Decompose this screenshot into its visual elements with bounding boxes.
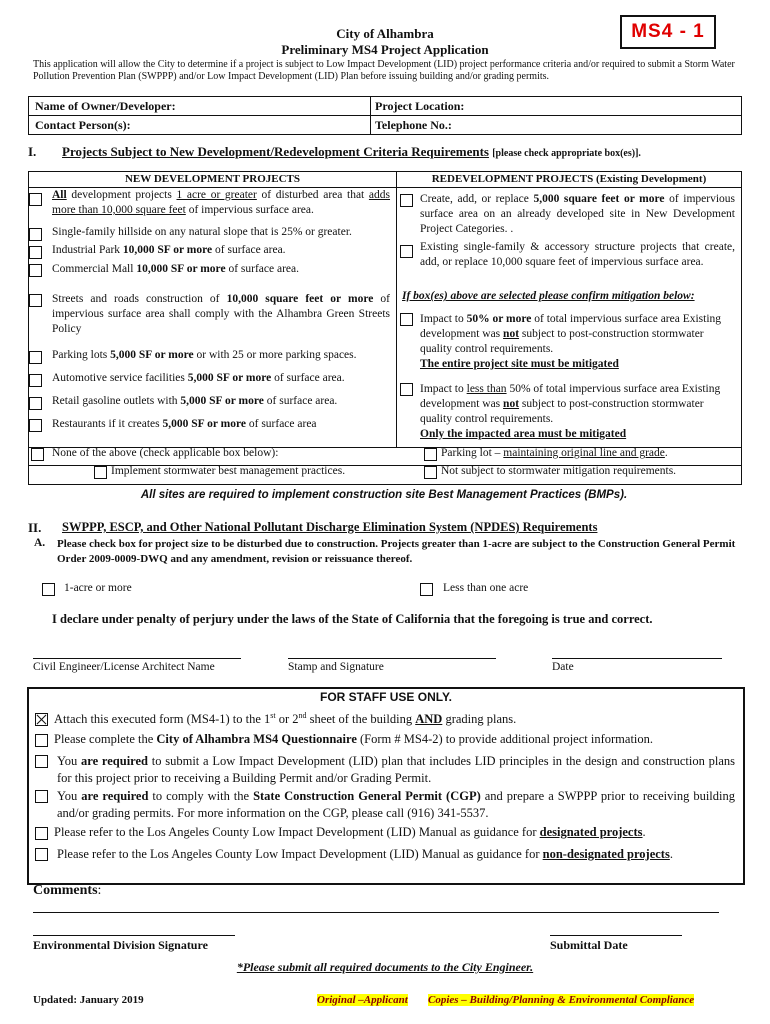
restaurants-text: Restaurants if it creates 5,000 SF or more of surface area bbox=[52, 418, 317, 430]
create-add-replace-checkbox[interactable] bbox=[400, 194, 413, 207]
all-projects-text: All development projects 1 acre or greater of disturbed area that adds more than 10,000 square feet of impervious surface area. bbox=[52, 189, 391, 216]
env-signature-line bbox=[33, 935, 235, 936]
implement-bmp-checkbox[interactable] bbox=[94, 466, 107, 479]
stamp-label: Stamp and Signature bbox=[288, 661, 384, 673]
hillside-text: Single-family hillside on any natural slope that is 25% or greater. bbox=[52, 226, 352, 238]
contact-label: Contact Person(s): bbox=[35, 118, 131, 132]
attach-form-text: Attach this executed form (MS4-1) to the 1st or 2nd sheet of the building AND grading plans. bbox=[54, 711, 517, 727]
attach-form-checkbox[interactable] bbox=[35, 713, 48, 726]
non-designated-text: Please refer to the Los Angeles County Low Impact Development (LID) Manual as guidance for non-designated projects. bbox=[57, 847, 673, 861]
create-add-replace-text: Create, add, or replace 5,000 square feet or more of impervious surface area on an already developed site in New Development Project Categories. . bbox=[420, 193, 735, 235]
bmp-note: All sites are required to implement construction site Best Management Practices (BMPs). bbox=[140, 489, 628, 501]
commercial-text: Commercial Mall 10,000 SF or more of surface area. bbox=[52, 263, 299, 275]
auto-service-text: Automotive service facilities 5,000 SF or more of surface area. bbox=[52, 372, 345, 384]
less-than-acre-checkbox[interactable] bbox=[420, 583, 433, 596]
impact-50-text: Impact to 50% or more of total impervious surface area Existing development was not subject to post-construction stormwater quality control requirements. The entire project site must be mitigated bbox=[420, 313, 722, 370]
section1-note: [please check appropriate box(es)]. bbox=[492, 148, 641, 159]
form-title: Preliminary MS4 Project Application bbox=[281, 42, 489, 57]
cgp-checkbox[interactable] bbox=[35, 790, 48, 803]
not-subject-text: Not subject to stormwater mitigation requirements. bbox=[441, 465, 677, 477]
new-dev-header: NEW DEVELOPMENT PROJECTS bbox=[124, 173, 300, 185]
parking-lot-text: Parking lot – maintaining original line and grade. bbox=[441, 447, 668, 459]
submit-note: *Please submit all required documents to the City Engineer. bbox=[236, 960, 534, 974]
retail-gas-text: Retail gasoline outlets with 5,000 SF or more of surface area. bbox=[52, 395, 338, 407]
parking-text: Parking lots 5,000 SF or more or with 25 or more parking spaces. bbox=[52, 349, 357, 361]
parking-checkbox[interactable] bbox=[29, 351, 42, 364]
redev-header: REDEVELOPMENT PROJECTS (Existing Development) bbox=[431, 173, 707, 185]
location-label: Project Location: bbox=[375, 99, 465, 113]
phone-label: Telephone No.: bbox=[375, 118, 452, 132]
section2-title: SWPPP, ESCP, and Other National Pollutant Discharge Elimination System (NPDES) Requirements bbox=[62, 520, 598, 534]
impact-50-checkbox[interactable] bbox=[400, 313, 413, 326]
section1-heading bbox=[62, 144, 641, 160]
non-designated-checkbox[interactable] bbox=[35, 848, 48, 861]
hillside-checkbox[interactable] bbox=[29, 228, 42, 241]
industrial-text: Industrial Park 10,000 SF or more of surface area. bbox=[52, 244, 286, 256]
date-label: Date bbox=[552, 661, 574, 673]
streets-checkbox[interactable] bbox=[29, 294, 42, 307]
submittal-date-line bbox=[550, 935, 682, 936]
section1-number: I. bbox=[28, 144, 37, 159]
lid-plan-text: You are required to submit a Low Impact Development (LID) plan that includes LID principles in the design and construction plans for this project prior to receiving a Building Permit and/or Grading Permit. bbox=[57, 754, 735, 785]
submittal-date-label: Submittal Date bbox=[550, 938, 628, 952]
impact-less-text: Impact to less than 50% of total impervious surface area Existing development was not subject to post-construction stormwater quality control requirements. Only the impacted area must be mitigated bbox=[420, 383, 721, 440]
less-than-acre-text: Less than one acre bbox=[443, 582, 529, 594]
env-signature-label: Environmental Division Signature bbox=[33, 938, 208, 952]
restaurants-checkbox[interactable] bbox=[29, 419, 42, 432]
cgp-text: You are required to comply with the State Construction General Permit (CGP) and prepare a SWPPP prior to receiving building and/or grading permits. For more information on the CGP, please call (916) 341-5537. bbox=[57, 789, 735, 820]
org-name: City of Alhambra bbox=[336, 26, 434, 41]
designated-checkbox[interactable] bbox=[35, 827, 48, 840]
updated-date: Updated: January 2019 bbox=[33, 994, 144, 1006]
form-code-box: MS4 - 1 bbox=[620, 15, 716, 49]
comments-line[interactable] bbox=[33, 912, 719, 913]
mitigation-note: If box(es) above are selected please confirm mitigation below: bbox=[402, 290, 695, 302]
impact-less-checkbox[interactable] bbox=[400, 383, 413, 396]
copies-note: Copies – Building/Planning & Environmental Compliance bbox=[428, 994, 695, 1006]
owner-label: Name of Owner/Developer: bbox=[35, 99, 176, 113]
streets-text: Streets and roads construction of 10,000 square feet or more of impervious surface area shall comply with the Alhambra Green Streets Policy bbox=[52, 293, 390, 335]
all-projects-checkbox[interactable] bbox=[29, 193, 42, 206]
stamp-signature-line bbox=[288, 658, 496, 659]
single-family-text: Existing single-family & accessory structure projects that create, add, or replace 10,000 square feet of impervious surface area. bbox=[420, 241, 735, 268]
intro-text: This application will allow the City to determine if a project is subject to Low Impact Development (LID) project performance criteria and/or required to submit a Storm Water Pollution Prevention Plan (SWPPP) and/or Low Impact Development (LID) Plan before issuing building and/or grading permits. bbox=[33, 59, 735, 82]
parking-lot-checkbox[interactable] bbox=[424, 448, 437, 461]
section2-a-text: Please check box for project size to be disturbed due to construction. Projects greater than 1-acre are subject to the Construction General Permit Order 2009-0009-DWQ and any amendment, revision or reissuance thereof. bbox=[57, 538, 736, 565]
none-checkbox[interactable] bbox=[31, 448, 44, 461]
single-family-checkbox[interactable] bbox=[400, 245, 413, 258]
one-acre-checkbox[interactable] bbox=[42, 583, 55, 596]
declaration: I declare under penalty of perjury under the laws of the State of California that the foregoing is true and correct. bbox=[52, 612, 653, 626]
info-table bbox=[28, 96, 742, 135]
original-applicant: Original –Applicant bbox=[317, 994, 408, 1006]
date-signature-line bbox=[552, 658, 722, 659]
commercial-checkbox[interactable] bbox=[29, 264, 42, 277]
engineer-signature-line bbox=[33, 658, 241, 659]
one-acre-text: 1-acre or more bbox=[64, 582, 132, 594]
auto-service-checkbox[interactable] bbox=[29, 374, 42, 387]
retail-gas-checkbox[interactable] bbox=[29, 397, 42, 410]
section2-number: II. bbox=[28, 520, 42, 535]
designated-text: Please refer to the Los Angeles County Low Impact Development (LID) Manual as guidance for designated projects. bbox=[54, 825, 646, 839]
implement-bmp-text: Implement stormwater best management practices. bbox=[111, 465, 346, 477]
section1-title: Projects Subject to New Development/Redevelopment Criteria Requirements bbox=[62, 144, 489, 159]
engineer-label: Civil Engineer/License Architect Name bbox=[33, 661, 215, 673]
comments-label: Comments: bbox=[33, 883, 102, 898]
not-subject-checkbox[interactable] bbox=[424, 466, 437, 479]
questionnaire-text: Please complete the City of Alhambra MS4 Questionnaire (Form # MS4-2) to provide additional project information. bbox=[54, 732, 654, 746]
lid-plan-checkbox[interactable] bbox=[35, 755, 48, 768]
questionnaire-checkbox[interactable] bbox=[35, 734, 48, 747]
staff-use-title: FOR STAFF USE ONLY. bbox=[319, 690, 452, 704]
section2-a-label: A. bbox=[34, 537, 46, 549]
none-text: None of the above (check applicable box below): bbox=[52, 447, 279, 459]
industrial-checkbox[interactable] bbox=[29, 246, 42, 259]
